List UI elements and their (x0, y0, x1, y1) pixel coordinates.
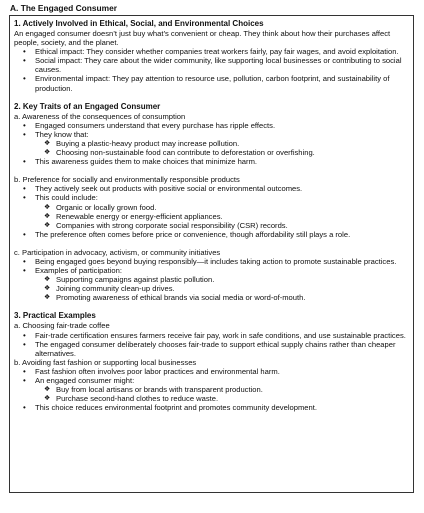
subsection-3b-list (14, 367, 409, 412)
list-item: • This awareness guides them to make choices that minimize harm. (14, 157, 409, 166)
list-item: • Fair-trade certification ensures farmers receive fair pay, work in safe conditions, and use sustainable practices. (14, 331, 409, 340)
section-3-heading: 3. Practical Examples (14, 311, 96, 321)
subsection-3b-label: b. Avoiding fast fashion or supporting local businesses (14, 357, 197, 367)
list-item: • Fast fashion often involves poor labor practices and environmental harm. (14, 367, 409, 376)
sub-list-item: ❖ Joining community clean-up drives. (14, 284, 409, 293)
list-item: • The preference often comes before price or convenience, though affordability still plays a role. (14, 230, 409, 239)
section-1-heading: 1. Actively Involved in Ethical, Social, and Environmental Choices (14, 19, 264, 28)
sub-list-item: ❖ Supporting campaigns against plastic pollution. (14, 275, 409, 284)
list-item (14, 376, 409, 403)
section-1-intro: An engaged consumer doesn’t just buy what’s convenient or cheap. They think about how their purchases affect people, society, and the planet. (14, 29, 391, 48)
list-item: • The engaged consumer deliberately chooses fair-trade to support ethical supply chains rather than cheaper alternatives. (14, 340, 409, 358)
content-box (9, 15, 414, 493)
list-item: • Ethical impact: They consider whether companies treat workers fairly, pay fair wages, and avoid exploitation. (14, 47, 409, 56)
sub-list-item: ❖ Renewable energy or energy-efficient appliances. (14, 212, 409, 221)
list-item-text: They know that: (35, 129, 89, 139)
sub-list-item: ❖ Buy from local artisans or brands with transparent production. (14, 385, 409, 394)
list-item-text: Examples of participation: (35, 266, 122, 276)
document-title: A. The Engaged Consumer (10, 3, 118, 13)
section-1-bullet-list (14, 47, 409, 92)
subsection-2a-list (14, 121, 409, 166)
sub-list-item: ❖ Purchase second-hand clothes to reduce waste. (14, 394, 409, 403)
list-item-text: This could include: (35, 193, 98, 203)
subsection-2b-list (14, 184, 409, 239)
sub-list-item: ❖ Companies with strong corporate social responsibility (CSR) records. (14, 221, 409, 230)
sub-list-item: ❖ Organic or locally grown food. (14, 203, 409, 212)
section-2-heading: 2. Key Traits of an Engaged Consumer (14, 101, 161, 111)
subsection-3a-label: a. Choosing fair-trade coffee (14, 321, 110, 331)
list-item (14, 130, 409, 157)
sub-list (14, 203, 409, 230)
sub-list (14, 275, 409, 302)
list-item: • They actively seek out products with positive social or environmental outcomes. (14, 184, 409, 193)
list-item-text: An engaged consumer might: (35, 376, 135, 385)
list-item: • Environmental impact: They pay attention to resource use, pollution, carbon footprint, and sustainability of production. (14, 74, 409, 92)
list-item (14, 266, 409, 302)
sub-list-item: ❖ Promoting awareness of ethical brands via social media or word-of-mouth. (14, 293, 409, 302)
sub-list-item: ❖ Buying a plastic-heavy product may increase pollution. (14, 139, 409, 148)
sub-list (14, 139, 409, 157)
sub-list-item: ❖ Choosing non-sustainable food can contribute to deforestation or overfishing. (14, 148, 409, 157)
subsection-2c-list (14, 257, 409, 302)
list-item: • This choice reduces environmental footprint and promotes community development. (14, 403, 409, 412)
subsection-3a-list (14, 331, 409, 358)
list-item (14, 193, 409, 229)
subsection-2b-label: b. Preference for socially and environmentally responsible products (14, 175, 240, 185)
list-item: • Social impact: They care about the wider community, like supporting local businesses or contributing to social causes. (14, 56, 409, 74)
list-item: • Engaged consumers understand that every purchase has ripple effects. (14, 121, 409, 130)
subsection-2a-label: a. Awareness of the consequences of consumption (14, 111, 186, 121)
sub-list (14, 385, 409, 403)
list-item: • Being engaged goes beyond buying responsibly—it includes taking action to promote sustainable practices. (14, 257, 409, 266)
subsection-2c-label: c. Participation in advocacy, activism, or community initiatives (14, 247, 221, 257)
document-page (9, 3, 416, 493)
